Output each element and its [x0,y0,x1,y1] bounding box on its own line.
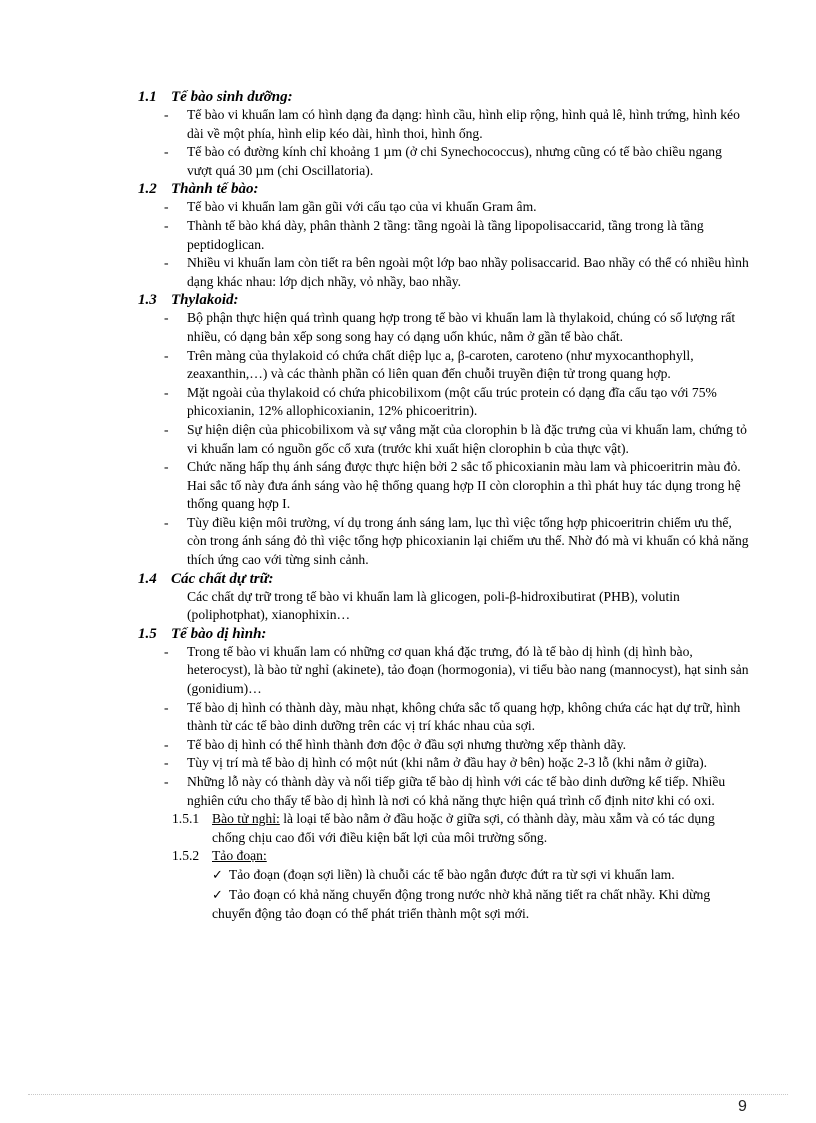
page-number: 9 [738,1098,747,1115]
section-number: 1.1 [138,89,157,105]
subsection-text: là loại tế bào nằm ở đầu hoặc ở giữa sợi, có thành dày, màu xẫm và có tác dụng chống chịu cao đối với điều kiện bất lợi của môi trường sống. [212,811,715,845]
section-number: 1.5 [138,625,157,642]
paragraph-1-4: Các chất dự trữ trong tế bào vi khuẩn lam là glicogen, poli-β-hidroxibutirat (PHB), volutin (poliphotphat), xianophixin… [187,588,680,623]
footer-divider [28,1094,788,1095]
section-number: 1.3 [138,292,157,309]
list-item: - Trong tế bào vi khuẩn lam có những cơ quan khá đặc trưng, đó là tế bào dị hình (dị hình bào, heterocyst), là bào tử nghỉ (akinete), tảo đoạn (hormogonia), vi tiểu bào nang (mannocyst), hạt sinh sản (gonidium)… [138,643,750,699]
section-heading-1-4 [138,570,750,588]
list-item: - Tế bào dị hình có thành dày, màu nhạt, không chứa sắc tố quang hợp, không chứa các hạt dự trữ, hình thành từ các tế bào dinh dưỡng trên các vị trí khác nhau của sợi. [138,699,750,736]
section-heading-1-3 [138,291,750,309]
subsection-number: 1.5.1 [172,811,200,827]
section-heading-1-5 [138,625,750,643]
section-heading-1-1 [138,88,750,106]
list-item: - Trên màng của thylakoid có chứa chất diệp lục a, β-caroten, caroteno (như myxocanthophyll, zeaxanthin,…) và các thành phần có liên quan đến chuỗi truyền điện tử trong quang hợp. [138,347,750,384]
section-title: Các chất dự trữ: [171,570,274,587]
bullet-list-1-2 [138,198,750,291]
check-item [138,886,750,924]
list-item: - Tế bào dị hình có thể hình thành đơn độc ở đầu sợi nhưng thường xếp thành dãy. [138,736,750,755]
section-number: 1.4 [138,570,157,587]
section-title: Thành tế bào: [171,181,259,198]
list-item: - Nhiều vi khuẩn lam còn tiết ra bên ngoài một lớp bao nhầy polisaccarid. Bao nhầy có thể có nhiều hình dạng khác nhau: lớp dịch nhầy, vỏ nhầy, bao nhầy. [138,254,750,291]
page-content [138,88,750,924]
list-item: - Thành tế bào khá dày, phân thành 2 tầng: tầng ngoài là tầng lipopolisaccarid, tầng trong là tầng peptidoglican. [138,217,750,254]
section-number: 1.2 [138,181,157,198]
list-item: - Bộ phận thực hiện quá trình quang hợp trong tế bào vi khuẩn lam là thylakoid, chúng có số lượng rất nhiều, có dạng bản xếp song song hay có dạng uốn khúc, nằm ở gần tế bào chất. [138,309,750,346]
list-item: - Tế bào vi khuẩn lam có hình dạng đa dạng: hình cầu, hình elip rộng, hình quả lê, hình trứng, hình kéo dài về một phía, hình elip kéo dài, hình thoi, hình ống. [138,106,750,143]
check-item-text: Tảo đoạn có khả năng chuyển động trong nước nhờ khả năng tiết ra chất nhầy. Khi dừng chuyển động tảo đoạn có thể phát triển thành một sợi mới. [212,886,711,922]
bullet-list-1-1 [138,106,750,180]
subsection-title: Bào tử nghỉ: [212,811,280,827]
section-title: Thylakoid: [171,292,239,309]
list-item: - Tế bào có đường kính chỉ khoảng 1 µm (ở chi Synechococcus), nhưng cũng có tế bào chiều ngang vượt quá 30 µm (chi Oscillatoria). [138,143,750,180]
subsection-1-5-1 [138,810,750,847]
list-item: - Mặt ngoài của thylakoid có chứa phicobilixom (một cấu trúc protein có dạng đĩa cấu tạo với 75% phicoxianin, 12% allophicoxianin, 12% phicoeritrin). [138,384,750,421]
check-item [138,866,750,886]
subsection-number: 1.5.2 [172,848,200,864]
list-item: - Những lỗ này có thành dày và nối tiếp giữa tế bào dị hình với các tế bào dinh dưỡng kế tiếp. Nhiều nghiên cứu cho thấy tế bào dị hình là nơi có khả năng thực hiện quá trình cố định nitơ khi có oxi. [138,773,750,810]
bullet-list-1-3 [138,309,750,569]
list-item: - Tùy vị trí mà tế bào dị hình có một nút (khi nằm ở đầu hay ở bên) hoặc 2-3 lỗ (khi nằm ở giữa). [138,754,750,773]
section-title: Tế bào dị hình: [171,625,267,642]
checkmark-icon: ✓ [212,867,223,883]
section-title: Tế bào sinh dưỡng: [171,89,293,105]
checkmark-icon: ✓ [212,887,223,903]
section-heading-1-2 [138,180,750,198]
list-item: - Tế bào vi khuẩn lam gần gũi với cấu tạo của vi khuẩn Gram âm. [138,198,750,217]
check-item-text: Tảo đoạn (đoạn sợi liền) là chuỗi các tế bào ngắn được đứt ra từ sợi vi khuẩn lam. [228,866,675,882]
list-item: - Tùy điều kiện môi trường, ví dụ trong ánh sáng lam, lục thì việc tổng hợp phicoeritrin chiếm ưu thế, còn trong ánh sáng đỏ thì việc tổng hợp phicoxianin lại chiếm ưu thế. Nhờ đó mà vi khuẩn có khả năng thích ứng cao với từng sinh cảnh. [138,514,750,570]
list-item: - Sự hiện diện của phicobilixom và sự vắng mặt của clorophin b là đặc trưng của vi khuẩn lam, chứng tỏ vi khuẩn lam có nguồn gốc cổ xưa (trước khi xuất hiện clorophin b của thực vật). [138,421,750,458]
list-item: - Chức năng hấp thụ ánh sáng được thực hiện bởi 2 sắc tố phicoxianin màu lam và phicoeritrin màu đỏ. Hai sắc tố này đưa ánh sáng vào hệ thống quang hợp II còn clorophin a thì phát huy tác dụng trong hệ thống quang hợp I. [138,458,750,514]
subsection-1-5-2 [138,847,750,866]
bullet-list-1-5 [138,643,750,810]
subsection-title: Tảo đoạn: [212,848,267,864]
